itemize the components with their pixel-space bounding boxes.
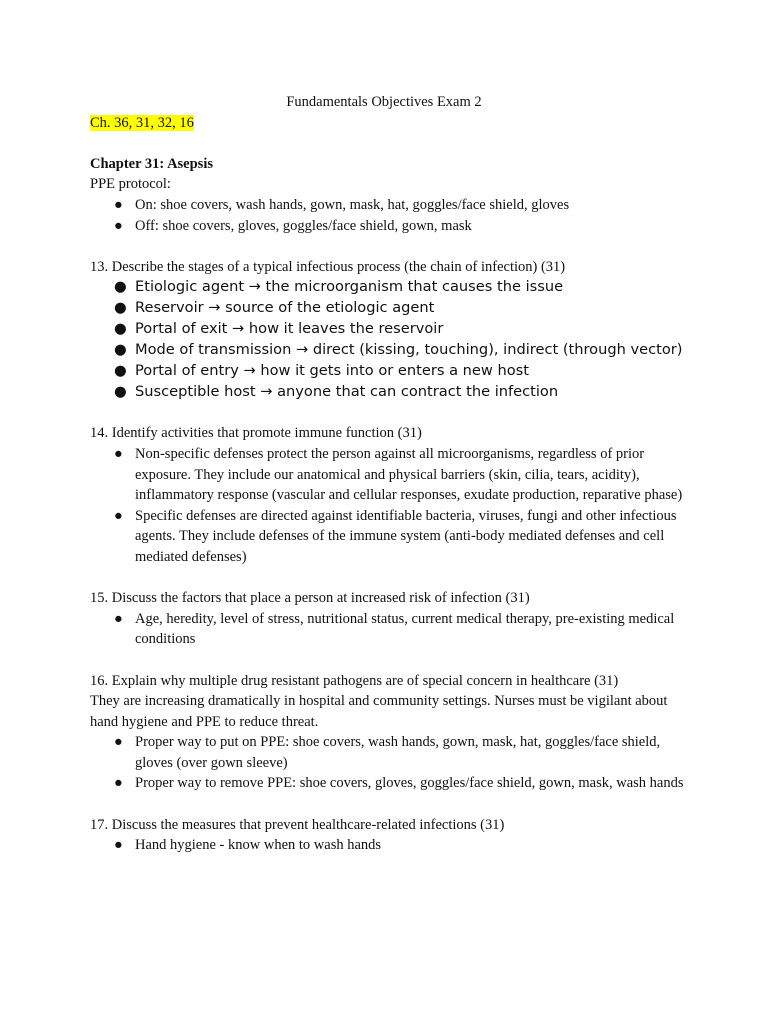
bullet-icon: ● xyxy=(114,196,123,213)
immune-function-list xyxy=(90,444,690,568)
chapter-heading: Chapter 31: Asepsis xyxy=(90,155,213,172)
chapters-highlight: Ch. 36, 31, 32, 16 xyxy=(90,114,194,131)
list-item: ● Reservoir → source of the etiologic agent xyxy=(90,298,690,319)
ppe-procedure-list xyxy=(90,732,690,794)
question-13: 13. Describe the stages of a typical infectious process (the chain of infection) (31) xyxy=(90,258,566,275)
list-item: ● Specific defenses are directed against identifiable bacteria, viruses, fungi and other infectious agents. They include defenses of the immune system (anti-body mediated defenses and cell mediated defenses) xyxy=(114,507,677,565)
question-15: 15. Discuss the factors that place a person at increased risk of infection (31) xyxy=(90,590,530,607)
bullet-icon: ● xyxy=(114,341,127,359)
list-item: ● Mode of transmission → direct (kissing, touching), indirect (through vector) xyxy=(90,340,690,361)
document-title: Fundamentals Objectives Exam 2 xyxy=(286,94,482,110)
question-16: 16. Explain why multiple drug resistant pathogens are of special concern in healthcare (31) xyxy=(90,672,619,689)
list-item: ● Susceptible host → anyone that can contract the infection xyxy=(90,382,690,403)
risk-factors-list xyxy=(90,609,690,650)
list-item: ● Proper way to put on PPE: shoe covers, wash hands, gown, mask, hat, goggles/face shield, gloves (over gown sleeve) xyxy=(114,734,661,771)
list-item: ● Portal of entry → how it gets into or enters a new host xyxy=(90,361,690,382)
bullet-icon: ● xyxy=(114,734,123,751)
bullet-icon: ● xyxy=(114,507,123,524)
bullet-icon: ● xyxy=(114,775,123,792)
bullet-icon: ● xyxy=(114,217,123,234)
bullet-icon: ● xyxy=(114,837,123,854)
question-14: 14. Identify activities that promote immune function (31) xyxy=(90,425,422,442)
bullet-icon: ● xyxy=(114,445,123,462)
bullet-icon: ● xyxy=(114,278,127,296)
prevention-list xyxy=(90,835,690,856)
chapters-line xyxy=(90,113,690,134)
list-item: ● Off: shoe covers, gloves, goggles/face shield, gown, mask xyxy=(90,216,690,237)
bullet-icon: ● xyxy=(114,299,127,317)
ppe-label: PPE protocol: xyxy=(90,176,171,193)
ppe-list xyxy=(90,195,690,236)
list-item: ● Non-specific defenses protect the person against all microorganisms, regardless of prior exposure. They include our anatomical and physical barriers (skin, cilia, tears, acidity), inflammatory response (vascular and cellular responses, exudate production, reparative phase) xyxy=(114,445,683,504)
list-item: ● Portal of exit → how it leaves the reservoir xyxy=(90,319,690,340)
list-item: ● Etiologic agent → the microorganism that causes the issue xyxy=(90,277,690,298)
list-item: ● On: shoe covers, wash hands, gown, mask, hat, goggles/face shield, gloves xyxy=(90,195,690,216)
list-item: ● Hand hygiene - know when to wash hands xyxy=(90,835,690,856)
bullet-icon: ● xyxy=(114,320,127,338)
mdr-paragraph: They are increasing dramatically in hospital and community settings. Nurses must be vigilant about hand hygiene and PPE to reduce threat. xyxy=(90,693,668,730)
bullet-icon: ● xyxy=(114,361,127,379)
list-item: ● Proper way to remove PPE: shoe covers, gloves, goggles/face shield, gown, mask, wash hands xyxy=(90,773,690,794)
list-item: ● Age, heredity, level of stress, nutritional status, current medical therapy, pre-existing medical conditions xyxy=(114,610,675,648)
question-17: 17. Discuss the measures that prevent healthcare-related infections (31) xyxy=(90,816,505,833)
bullet-icon: ● xyxy=(114,382,127,400)
bullet-icon: ● xyxy=(114,610,123,627)
document-body xyxy=(90,92,690,856)
chain-of-infection-list xyxy=(90,277,690,402)
